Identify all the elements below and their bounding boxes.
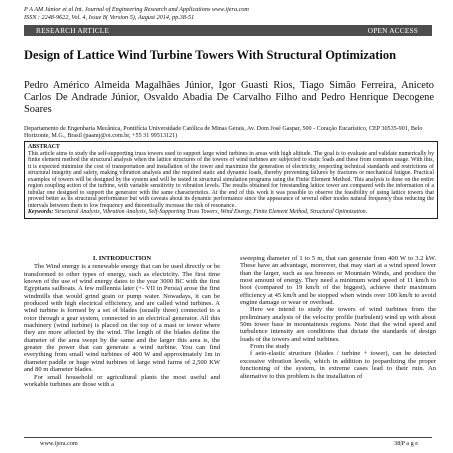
keywords-line [28, 209, 434, 216]
footer-divider [24, 437, 432, 438]
open-access-label: OPEN ACCESS [367, 26, 418, 35]
journal-header [24, 6, 434, 22]
abstract-box [24, 141, 438, 219]
body-paragraph: Here we intend to study the towers of wind turbines from the preliminary analysis of the velocity profile (turbulent) wind up with about 50m tower base in mountainous regions. Note that the wind speed and turbulence intensity are conditions that dictate the standards of design loads of the towers and wind turbines. [240, 306, 436, 343]
author-list: Pedro Américo Almeida Magalhães Júnior, Igor Guasti Rios, Tiago Simão Ferreira, Aniceto Carlos De Andrade Júnior, Osvaldo Abadia De Carvalho Filho and Pedro Henrique Decogene Soares [24, 80, 434, 116]
body-paragraph: sweeping diameter of 1 to 5 m, that can generate from 400 W to 3.2 kW. These have an advantage, moreover, that may start at a wind speed lower than the larger, such as sea breezes or Mountain Winds, and produce the most amount of energy. They need a minimum wind speed of 11 km/h to boot (compared to 19 km/h of the biggest), achieve their maximum efficiency at 45 km/h and be stopped when winds over 100 km/h to avoid engine damage or wear or overload. [240, 255, 436, 307]
page-number: 38|P a g e [394, 440, 418, 447]
journal-line: P A AM Júnior et al Int. Journal of Engineering Research and Applications www.ijera.com [24, 6, 249, 13]
right-column [240, 255, 436, 380]
body-paragraph: For small household or agricultural plants the most useful and workable turbines are those with a [24, 373, 220, 388]
article-type-banner [24, 25, 432, 36]
body-paragraph: From the study [250, 343, 290, 351]
abstract-text: This article aims to study the self-supporting truss towers used to support large wind turbines in areas with high altitude. The goal is to evaluate and validate numerically by finite element method the structural analysis when the lattice structures of the towers of wind turbines are subjected to static loads and these from common usage. With this, it is expected minimize the cost of transportation and installation of the tower and maximize the generation of electricity, respecting technical standards and restrictions of structural integrity and safety, making vibration analysis and the required static and dynamic loads, thereby preventing failures by fractures or mechanical fatigue. Practical examples of towers will be designed by the system and will be tested in structural simulation programs using the Finite Element Method. This analysis is done on the entire region coupling action of the turbine, with variable sensitivity to vibration levels. The results obtained for freestanding lattice tower are compared with the information of a tubular one designed to support the generator with the same characteristics. At the end of this work it was possible to observe the feasibility of using lattice towers that proved better as its structural performance but with caveats about its dynamic performance since the appearance of several other modes natural frequency thus reducing the intervals between them to low frequency and theoretically increase the risk of resonance. [28, 150, 434, 209]
research-article-label: RESEARCH ARTICLE [36, 26, 110, 35]
keywords-label: Keywords: [28, 209, 54, 216]
body-paragraph: f aeio-elastic structure (blades / turbine + tower), can be detected excessive vibration levels, which in addition to jeopardizing the proper functioning of the system, in extreme cases lead to their ruin. An alternative to this problem is the installation of [240, 350, 436, 380]
body-paragraph: The Wind energy is a renewable energy that can be used directly or be transformed to other types of energy, such as electricity. The first time known of the use of wind energy dates to the year 3000 BC with the first Egyptians sailboats. A few millennia later (+- VII in Persia) arose the first windmills that would grind grain or pump water. Nowadays, it can be produced with high electrical efficiency, and are called wind turbines. A wind turbine is formed by a set of blades (usually three) connected to a rotor through a gear system, connected to an electrical generator. All this machinery (wind turbine) is placed on the top of a mast or tower where they are more affected by the wind. The length of the blades define the diameter of the area swept by the same and the larger this area is, the greater the power that can generate a wind turbine. You can find everything from small wind turbines of 400 W and approximately 1m in diameter paddle or huge wind turbines of large wind farms of 2,500 KW and 80 m diameter blades. [24, 263, 220, 374]
abstract-heading: ABSTRACT [28, 144, 60, 150]
paper-title: Design of Lattice Wind Turbine Towers With Structural Optimization [24, 48, 397, 62]
keywords-text: Structural Analysis, Vibration Analysis, Self-Supporting Truss Towers, Wind Energy, Finite Element Method, Structural Optimization. [54, 209, 368, 216]
issn-line: ISSN : 2248-9622, Vol. 4, Issue 8( Version 5), August 2014, pp.38-51 [24, 14, 195, 21]
left-column [24, 255, 220, 388]
footer-website: www.ijera.com [40, 440, 78, 447]
affiliation: Departamento de Engenharia Mecânica, Pontifícia Universidade Católica de Minas Gerais, Av. Dom José Gaspar, 500 - Coração Eucarístico, CEP 30535-901, Belo Horizonte, M.G., Brasil (paamj@oi.com.br, +55 31 99513121) [24, 126, 423, 140]
section-heading-introduction: I. INTRODUCTION [92, 255, 152, 262]
